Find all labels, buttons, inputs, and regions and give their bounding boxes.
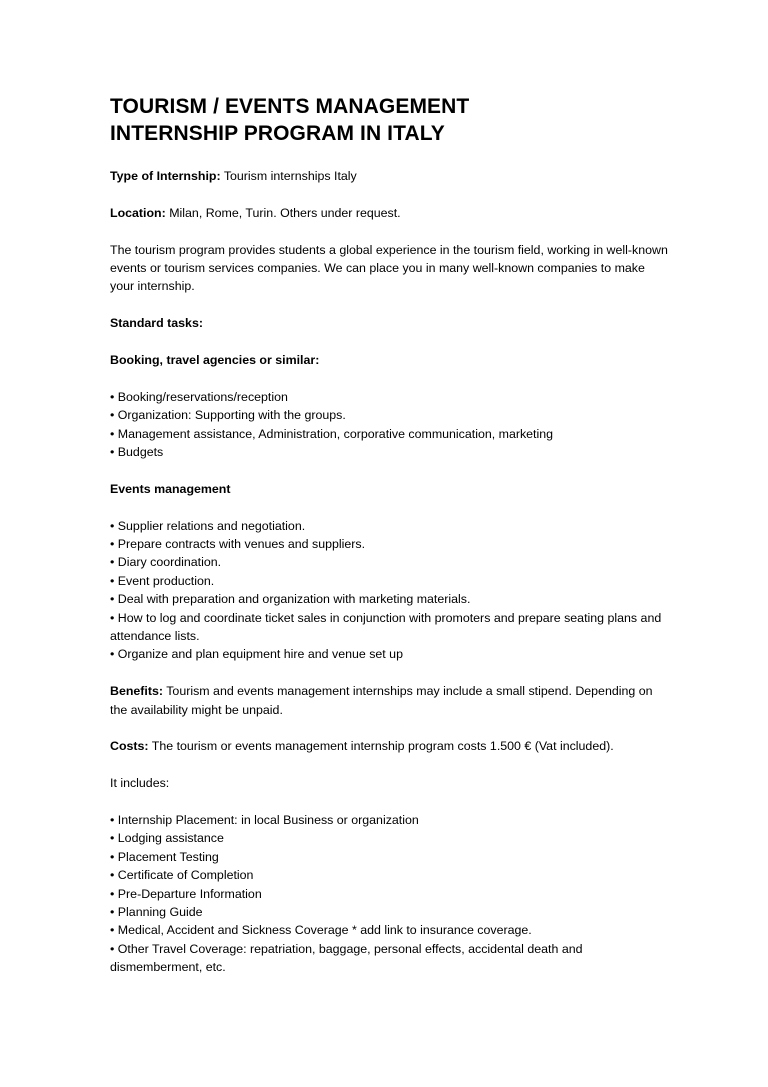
includes-heading: It includes: (110, 776, 170, 791)
list-item: • Event production. (110, 572, 670, 590)
location (110, 204, 670, 222)
events-heading: Events management (110, 481, 231, 496)
benefits (110, 682, 670, 719)
list-item: • Certificate of Completion (110, 866, 670, 884)
list-item: • Management assistance, Administration, corporative communication, marketing (110, 425, 670, 443)
list-item: • Organize and plan equipment hire and venue set up (110, 645, 670, 663)
list-item: • Supplier relations and negotiation. (110, 517, 670, 535)
title-line-1: TOURISM / EVENTS MANAGEMENT (110, 95, 470, 118)
benefits-label: Benefits: (110, 684, 164, 699)
title-line-2: INTERNSHIP PROGRAM IN ITALY (110, 122, 445, 145)
standard-tasks-heading: Standard tasks: (110, 316, 203, 331)
list-item: • Other Travel Coverage: repatriation, baggage, personal effects, accidental death and dismemberment, etc. (110, 940, 670, 977)
includes-list (110, 811, 670, 977)
intro-paragraph: The tourism program provides students a global experience in the tourism field, working in well-known events or tourism services companies. We can place you in many well-known companies to make your internship. (110, 242, 668, 294)
list-item: • Deal with preparation and organization with marketing materials. (110, 590, 670, 608)
booking-list (110, 388, 670, 462)
list-item: • Lodging assistance (110, 829, 670, 847)
internship-type-value: Tourism internships Italy (223, 169, 357, 183)
list-item: • Organization: Supporting with the groups. (110, 406, 670, 424)
benefits-value: Tourism and events management internships may include a small stipend. Depending on the availability might be unpaid. (110, 684, 653, 717)
costs-value: The tourism or events management internship program costs 1.500 € (Vat included). (151, 739, 614, 754)
list-item: • Pre-Departure Information (110, 885, 670, 903)
list-item: • Planning Guide (110, 903, 670, 921)
costs (110, 737, 670, 755)
list-item: • How to log and coordinate ticket sales in conjunction with promoters and prepare seating plans and attendance lists. (110, 609, 670, 646)
internship-type (110, 167, 670, 185)
list-item: • Medical, Accident and Sickness Coverage * add link to insurance coverage. (110, 921, 670, 939)
costs-label: Costs: (110, 739, 149, 754)
location-label: Location: (110, 205, 166, 220)
internship-type-label: Type of Internship: (110, 169, 221, 183)
location-value: Milan, Rome, Turin. Others under request. (169, 205, 401, 220)
booking-heading: Booking, travel agencies or similar: (110, 353, 320, 367)
list-item: • Budgets (110, 443, 670, 461)
list-item: • Internship Placement: in local Business or organization (110, 811, 670, 829)
list-item: • Prepare contracts with venues and suppliers. (110, 535, 670, 553)
list-item: • Diary coordination. (110, 553, 670, 571)
document-body (110, 93, 670, 995)
list-item: • Booking/reservations/reception (110, 388, 670, 406)
page-title (110, 93, 670, 147)
list-item: • Placement Testing (110, 848, 670, 866)
events-list (110, 517, 670, 664)
